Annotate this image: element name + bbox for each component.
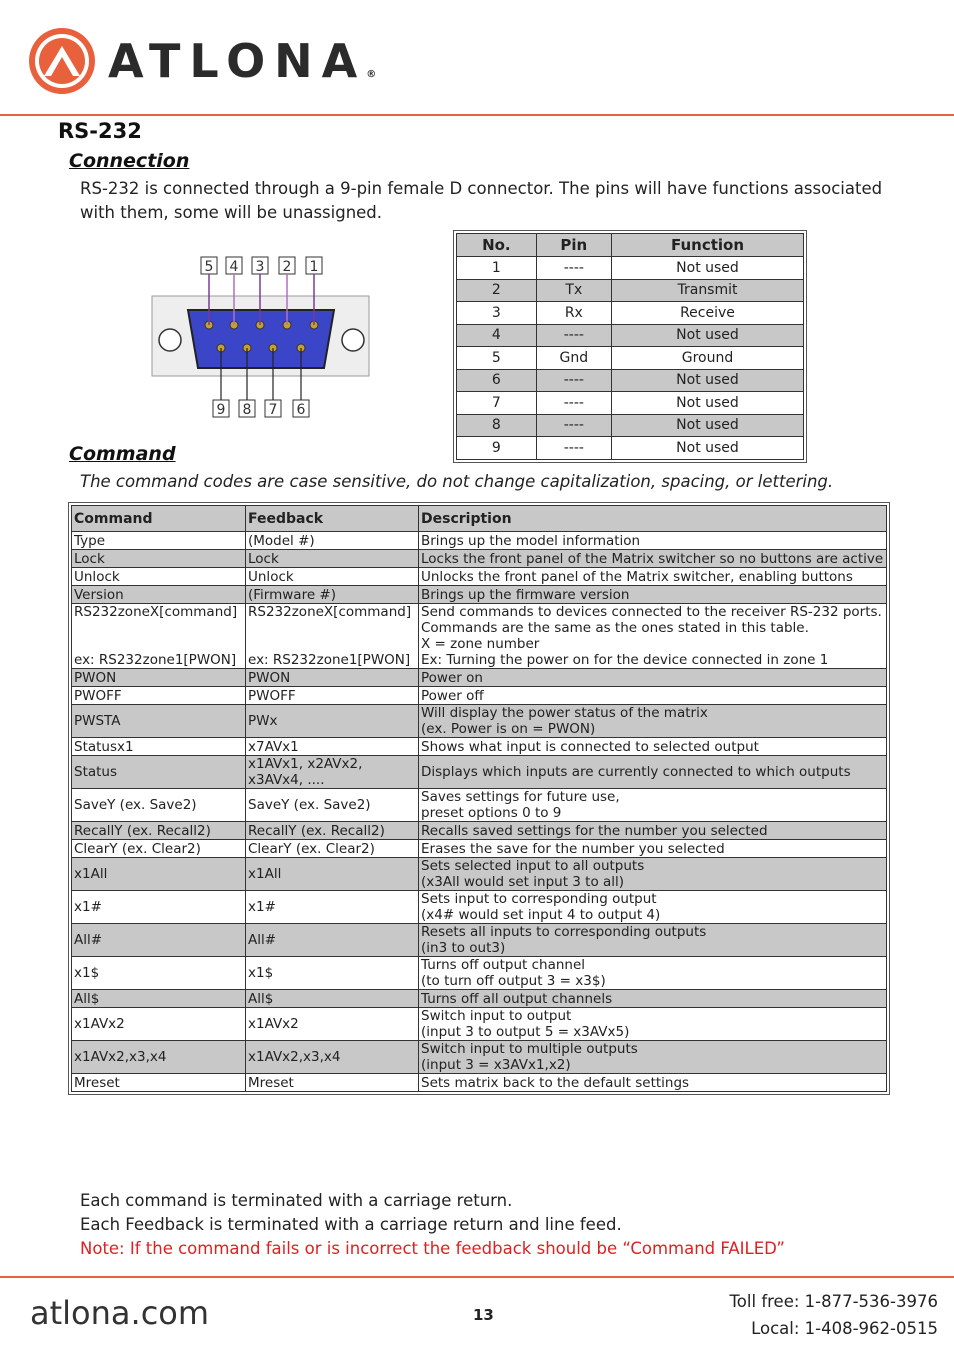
- registered-mark: ®: [366, 69, 377, 80]
- connection-heading: Connection: [69, 150, 190, 172]
- pin-table-cell: 2: [457, 279, 537, 302]
- pin-table: [453, 230, 807, 463]
- command-table-cell: All#: [72, 924, 246, 957]
- note-command-failed: Note: If the command fails or is incorrect the feedback should be “Command FAILED”: [80, 1239, 785, 1258]
- db9-connector-diagram: [148, 252, 374, 422]
- toll-free-number: Toll free: 1-877-536-3976: [729, 1292, 938, 1311]
- command-table-cell: RS232zoneX[command] ex: RS232zone1[PWON]: [72, 604, 246, 669]
- command-table-cell: x1AVx2: [246, 1008, 419, 1041]
- command-table-row: [72, 604, 887, 669]
- command-table-cell: Lock: [246, 550, 419, 568]
- command-heading: Command: [69, 443, 176, 465]
- command-table-cell: Will display the power status of the matrix (ex. Power is on = PWON): [419, 705, 887, 738]
- command-table-cell: x1AVx2: [72, 1008, 246, 1041]
- command-table-row: [72, 568, 887, 586]
- command-table-cell: Switch input to output (input 3 to output 5 = x3AVx5): [419, 1008, 887, 1041]
- command-table-cell: (Model #): [246, 532, 419, 550]
- pin-label: 2: [282, 259, 292, 275]
- command-table-row: [72, 669, 887, 687]
- command-table-cell: Mreset: [246, 1074, 419, 1092]
- command-table-cell: x1$: [246, 957, 419, 990]
- pin-table-cell: Receive: [611, 302, 803, 325]
- pin-table-cell: Not used: [611, 369, 803, 392]
- command-table-cell: x1$: [72, 957, 246, 990]
- pin-table-cell: Not used: [611, 437, 803, 460]
- command-table-header: Feedback: [246, 506, 419, 532]
- command-table-cell: RS232zoneX[command] ex: RS232zone1[PWON]: [246, 604, 419, 669]
- command-table-cell: All$: [72, 990, 246, 1008]
- command-table-cell: x1All: [246, 858, 419, 891]
- footer-website: atlona.com: [30, 1294, 210, 1332]
- pin-table-cell: 1: [457, 257, 537, 280]
- command-table-cell: x1#: [246, 891, 419, 924]
- command-table-cell: Brings up the model information: [419, 532, 887, 550]
- command-table-row: [72, 789, 887, 822]
- command-table-row: [72, 990, 887, 1008]
- command-table-cell: PWx: [246, 705, 419, 738]
- pin-table-cell: Transmit: [611, 279, 803, 302]
- pin-table-cell: Not used: [611, 414, 803, 437]
- header-rule: [0, 114, 954, 116]
- command-table-row: [72, 924, 887, 957]
- pin-label: 3: [255, 259, 265, 275]
- mount-hole-right: [342, 329, 364, 351]
- pin-table-cell: Not used: [611, 257, 803, 280]
- command-table-cell: Brings up the firmware version: [419, 586, 887, 604]
- command-table-row: [72, 1008, 887, 1041]
- command-table-row: [72, 586, 887, 604]
- pin-table-row: [457, 392, 804, 415]
- command-table-row: [72, 532, 887, 550]
- command-table-cell: Shows what input is connected to selected output: [419, 738, 887, 756]
- pin-label: 7: [268, 402, 278, 418]
- command-table-row: [72, 756, 887, 789]
- command-table-cell: x1AVx1, x2AVx2, x3AVx4, ....: [246, 756, 419, 789]
- pin-table-row: [457, 279, 804, 302]
- command-table-cell: Unlock: [246, 568, 419, 586]
- pin-table-row: [457, 324, 804, 347]
- command-table-cell: Recalls saved settings for the number you selected: [419, 822, 887, 840]
- command-table-row: [72, 840, 887, 858]
- pin-table-cell: ----: [536, 392, 611, 415]
- pin-table-row: [457, 257, 804, 280]
- brand-wordmark: [108, 34, 376, 88]
- command-table-cell: (Firmware #): [246, 586, 419, 604]
- command-table-cell: RecallY (ex. Recall2): [72, 822, 246, 840]
- command-table-row: [72, 738, 887, 756]
- command-table-cell: Sets matrix back to the default settings: [419, 1074, 887, 1092]
- pin-table-cell: ----: [536, 369, 611, 392]
- command-table-header: Description: [419, 506, 887, 532]
- command-table-row: [72, 1074, 887, 1092]
- command-table-cell: Turns off output channel (to turn off output 3 = x3$): [419, 957, 887, 990]
- command-table-row: [72, 957, 887, 990]
- command-table-cell: PWOFF: [72, 687, 246, 705]
- command-table-row: [72, 822, 887, 840]
- pin-table-row: [457, 414, 804, 437]
- command-table-cell: x1AVx2,x3,x4: [246, 1041, 419, 1074]
- pin-table-cell: Tx: [536, 279, 611, 302]
- connector-body: [188, 310, 334, 368]
- command-table-cell: Unlocks the front panel of the Matrix switcher, enabling buttons: [419, 568, 887, 586]
- page-number: 13: [473, 1306, 494, 1324]
- command-table-row: [72, 858, 887, 891]
- pin-table-cell: 7: [457, 392, 537, 415]
- command-table-cell: Resets all inputs to corresponding outputs (in3 to out3): [419, 924, 887, 957]
- pin-label: 6: [296, 402, 306, 418]
- note-carriage-return: Each command is terminated with a carriage return.: [80, 1191, 513, 1210]
- command-table-cell: SaveY (ex. Save2): [246, 789, 419, 822]
- command-text: The command codes are case sensitive, do not change capitalization, spacing, or lettering.: [80, 472, 834, 491]
- command-table-cell: Mreset: [72, 1074, 246, 1092]
- command-table-cell: Type: [72, 532, 246, 550]
- command-table-cell: PWOFF: [246, 687, 419, 705]
- command-table-cell: Status: [72, 756, 246, 789]
- command-table-cell: x1#: [72, 891, 246, 924]
- pin-table-cell: 9: [457, 437, 537, 460]
- pin-table-cell: Gnd: [536, 347, 611, 370]
- pin-table-cell: ----: [536, 414, 611, 437]
- pin-table-header: No.: [457, 234, 537, 257]
- pin-table-row: [457, 302, 804, 325]
- pin-table-cell: Not used: [611, 324, 803, 347]
- command-table-cell: Power on: [419, 669, 887, 687]
- command-table-cell: Unlock: [72, 568, 246, 586]
- command-table-header: Command: [72, 506, 246, 532]
- command-table-cell: Lock: [72, 550, 246, 568]
- command-table-row: [72, 891, 887, 924]
- command-table-cell: Statusx1: [72, 738, 246, 756]
- command-table-cell: SaveY (ex. Save2): [72, 789, 246, 822]
- command-table-cell: Power off: [419, 687, 887, 705]
- note-feedback-termination: Each Feedback is terminated with a carriage return and line feed.: [80, 1215, 622, 1234]
- command-table-cell: x7AVx1: [246, 738, 419, 756]
- pin-label: 5: [204, 259, 214, 275]
- pin-table-row: [457, 347, 804, 370]
- pin-table-row: [457, 369, 804, 392]
- pin-table-cell: ----: [536, 324, 611, 347]
- command-table-row: [72, 705, 887, 738]
- command-table-cell: All#: [246, 924, 419, 957]
- command-table-cell: Version: [72, 586, 246, 604]
- command-table-cell: Send commands to devices connected to the receiver RS-232 ports. Commands are the same as the ones stated in this table. X = zone number Ex: Turning the power on for the device connected in zone 1: [419, 604, 887, 669]
- command-table: [68, 502, 890, 1095]
- command-table-cell: PWON: [246, 669, 419, 687]
- pin-table-row: [457, 437, 804, 460]
- command-table-cell: ClearY (ex. Clear2): [72, 840, 246, 858]
- command-table-row: [72, 687, 887, 705]
- command-table-cell: All$: [246, 990, 419, 1008]
- pin-table-cell: Ground: [611, 347, 803, 370]
- mount-hole-left: [159, 329, 181, 351]
- command-table-row: [72, 1041, 887, 1074]
- command-table-cell: Saves settings for future use, preset options 0 to 9: [419, 789, 887, 822]
- pin-table-cell: 6: [457, 369, 537, 392]
- pin-table-header: Pin: [536, 234, 611, 257]
- command-table-cell: Switch input to multiple outputs (input 3 = x3AVx1,x2): [419, 1041, 887, 1074]
- command-table-cell: Erases the save for the number you selected: [419, 840, 887, 858]
- command-table-row: [72, 550, 887, 568]
- footer-rule: [0, 1276, 954, 1278]
- pin-label: 9: [216, 402, 226, 418]
- command-table-cell: Locks the front panel of the Matrix switcher so no buttons are active: [419, 550, 887, 568]
- section-title: RS-232: [58, 119, 142, 143]
- pin-table-cell: 3: [457, 302, 537, 325]
- pin-label: 1: [309, 259, 319, 275]
- command-table-cell: Turns off all output channels: [419, 990, 887, 1008]
- pin-label: 4: [229, 259, 239, 275]
- pin-table-cell: ----: [536, 257, 611, 280]
- footer-contact: [730, 1288, 938, 1342]
- command-table-cell: x1All: [72, 858, 246, 891]
- pin-table-header: Function: [611, 234, 803, 257]
- command-table-cell: Sets input to corresponding output (x4# would set input 4 to output 4): [419, 891, 887, 924]
- pin-table-cell: 8: [457, 414, 537, 437]
- pin-table-cell: 4: [457, 324, 537, 347]
- pin-table-cell: Rx: [536, 302, 611, 325]
- connection-text: RS-232 is connected through a 9-pin female D connector. The pins will have functions associated with them, some will be unassigned.: [80, 179, 883, 222]
- command-table-cell: PWSTA: [72, 705, 246, 738]
- command-table-cell: RecallY (ex. Recall2): [246, 822, 419, 840]
- command-table-cell: Displays which inputs are currently connected to which outputs: [419, 756, 887, 789]
- pin-table-cell: ----: [536, 437, 611, 460]
- pin-label: 8: [242, 402, 252, 418]
- command-table-cell: ClearY (ex. Clear2): [246, 840, 419, 858]
- command-table-cell: Sets selected input to all outputs (x3All would set input 3 to all): [419, 858, 887, 891]
- pin-table-cell: 5: [457, 347, 537, 370]
- brand-name: ATLONA: [108, 34, 367, 88]
- command-table-cell: x1AVx2,x3,x4: [72, 1041, 246, 1074]
- command-table-cell: PWON: [72, 669, 246, 687]
- local-number: Local: 1-408-962-0515: [751, 1319, 938, 1338]
- pin-table-cell: Not used: [611, 392, 803, 415]
